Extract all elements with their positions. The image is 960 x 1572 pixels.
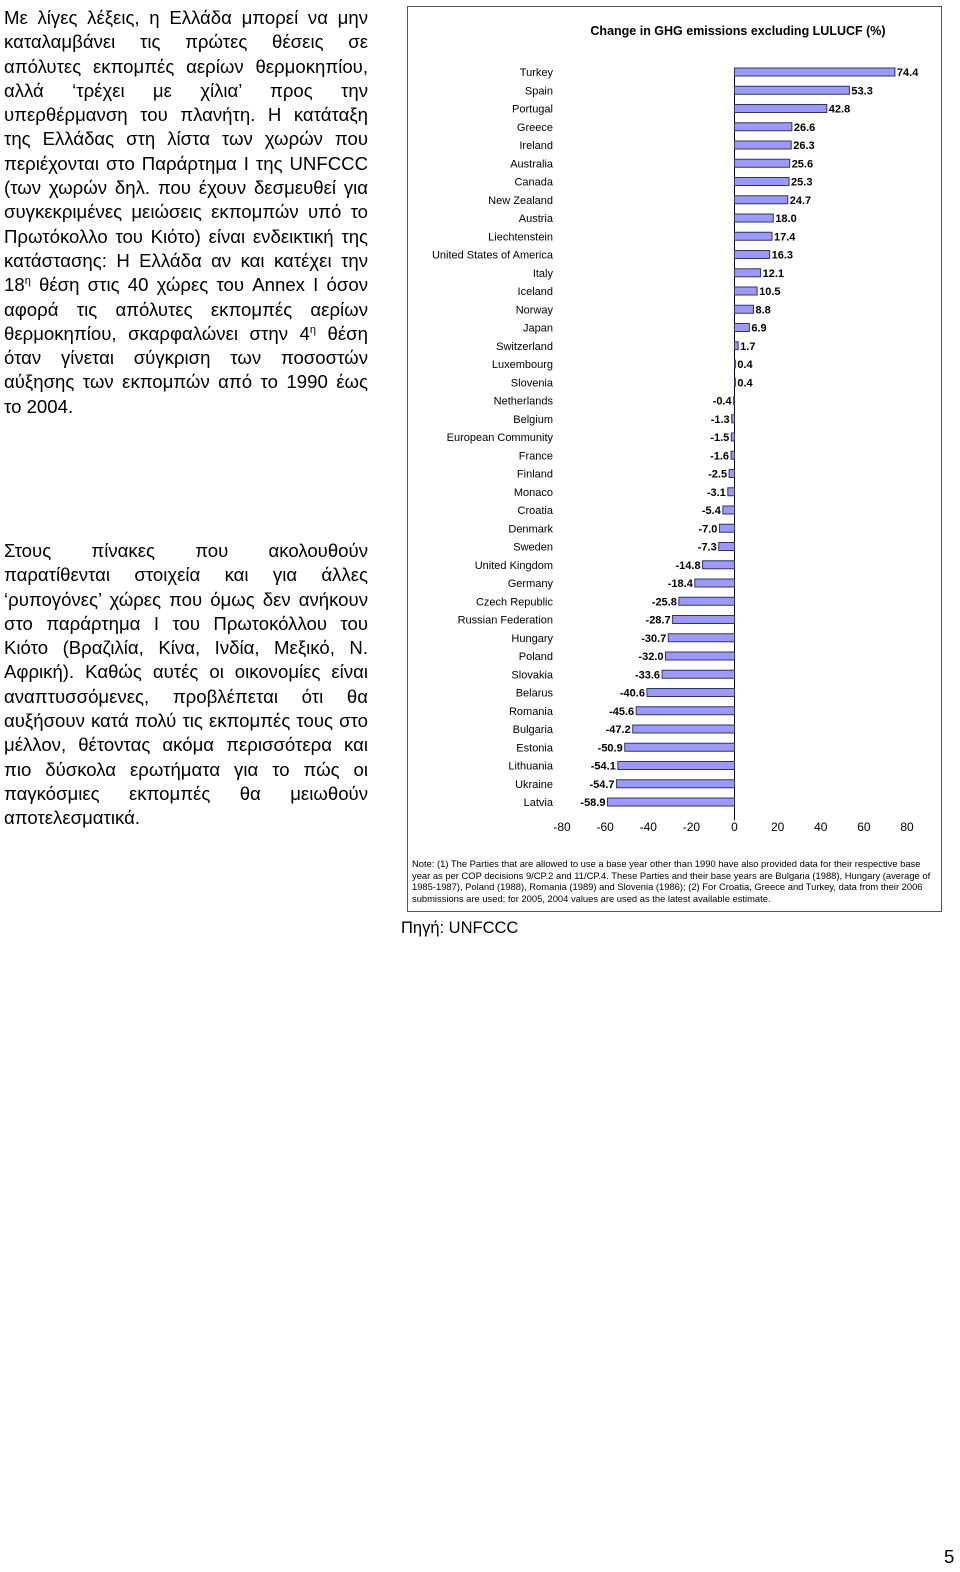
value-label: -58.9 <box>580 797 606 809</box>
bar <box>607 798 734 806</box>
country-label: Sweden <box>513 541 553 554</box>
bar <box>735 141 792 149</box>
country-label: Iceland <box>517 286 553 298</box>
bar <box>679 597 735 605</box>
bar <box>662 670 734 678</box>
page-number: 5 <box>944 1546 955 1567</box>
bar <box>647 689 735 697</box>
x-tick-label: 80 <box>900 820 914 834</box>
value-label: -47.2 <box>605 724 631 736</box>
bar <box>735 232 773 240</box>
country-label: Slovenia <box>510 377 553 390</box>
country-label: Denmark <box>508 523 553 536</box>
bar <box>735 159 790 167</box>
x-tick-label: -80 <box>553 820 571 834</box>
country-label: Estonia <box>516 742 553 755</box>
country-label: France <box>518 450 553 463</box>
x-tick-label: 0 <box>731 820 738 834</box>
country-label: Netherlands <box>493 395 553 408</box>
value-label: -14.8 <box>675 559 701 572</box>
value-label: -7.3 <box>697 541 717 554</box>
value-label: -32.0 <box>638 651 664 663</box>
bar <box>735 269 761 277</box>
paragraph1-text-b: θέση στις 40 χώρες του Annex I όσον αφορά τις απόλυτες εκπομπές αερίων θερμοκηπίου, σκαρφαλώνει στην 4 <box>4 274 368 344</box>
value-label: -54.1 <box>590 760 616 773</box>
bar <box>732 415 735 423</box>
country-label: Belgium <box>513 413 553 426</box>
bar <box>625 743 735 751</box>
country-label: Luxembourg <box>491 359 553 371</box>
value-label: -45.6 <box>609 705 635 718</box>
value-label: -50.9 <box>597 742 623 755</box>
value-label: -33.6 <box>634 669 661 682</box>
value-label: 25.6 <box>791 158 814 171</box>
country-label: Bulgaria <box>512 724 553 736</box>
bar <box>731 433 734 441</box>
value-label: -1.6 <box>710 450 730 463</box>
country-label: Italy <box>532 267 553 280</box>
bar <box>735 123 792 131</box>
country-label: Finland <box>516 468 553 481</box>
value-label: 53.3 <box>851 85 873 98</box>
value-label: -40.6 <box>619 687 645 700</box>
value-label: 42.8 <box>828 103 851 116</box>
country-label: Ukraine <box>515 778 553 791</box>
bar <box>729 470 734 478</box>
value-label: 8.8 <box>755 304 771 317</box>
country-label: Australia <box>510 158 553 171</box>
paragraph1-text-a: Με λίγες λέξεις, η Ελλάδα μπορεί να μην καταλαμβάνει τις πρώτες θέσεις σε απόλυτες εκπομπές αερίων θερμοκηπίου, αλλά ‘τρέχει με χίλια’ προς την υπερθέρμανση του πλανήτη. Η κατάταξη της Ελλάδας στη λίστα των χωρών που περιέχονται στο Παράρτημα Ι της UNFCCC (των χωρών δηλ. που έχουν δεσμευθεί για συγκεκριμένες μειώσεις εκπομπών υπό το Πρωτόκολλο του Κιότο) είναι ενδεικτική της κατάστασης: Η Ελλάδα αν και κατέχει την 18 <box>4 7 368 296</box>
bar <box>666 652 735 660</box>
country-label: Canada <box>514 176 553 189</box>
bar <box>735 324 750 332</box>
value-label: -18.4 <box>667 578 693 590</box>
paragraph-greece-ranking <box>4 6 368 419</box>
country-label: United Kingdom <box>474 559 553 572</box>
country-label: United States of America <box>431 249 553 262</box>
value-label: -7.0 <box>698 523 718 536</box>
value-label: -54.7 <box>589 778 615 791</box>
country-label: Latvia <box>523 797 553 809</box>
superscript-ordinal: η <box>309 323 316 336</box>
country-label: Switzerland <box>496 340 553 353</box>
country-label: Germany <box>507 578 553 590</box>
country-label: Slovakia <box>511 669 553 682</box>
value-label: 12.1 <box>762 267 785 280</box>
bar <box>633 725 735 733</box>
country-label: Croatia <box>517 505 553 517</box>
x-tick-label: 60 <box>857 820 871 834</box>
value-label: -2.5 <box>708 468 728 481</box>
value-label: 17.4 <box>774 231 796 244</box>
country-label: Austria <box>518 213 553 225</box>
value-label: -3.1 <box>706 486 726 499</box>
ghg-emissions-chart <box>407 6 942 912</box>
value-label: 1.7 <box>740 340 756 353</box>
country-label: Belarus <box>515 687 553 700</box>
chart-note: Note: (1) The Parties that are allowed to use a base year other than 1990 have also provided data for their respective base year as per COP decisions 9/CP.2 and 11/CP.4. These Parties and their base years are Bulgaria (1988), Hungary (average of 1985-1987), Poland (1988), Romania (1989) and Slovenia (1986); (2) For Croatia, Greece and Turkey, data from their 2006 submissions are used; for 2005, 2004 values are used as the latest available estimate. <box>412 858 931 904</box>
bar <box>735 378 736 386</box>
bar <box>719 524 734 532</box>
bar <box>668 634 734 642</box>
bar <box>735 105 827 113</box>
chart-title: Change in GHG emissions excluding LULUCF (%) <box>590 24 886 38</box>
bar <box>695 579 735 587</box>
country-label: European Community <box>446 432 553 444</box>
value-label: -1.5 <box>710 432 730 444</box>
country-label: Portugal <box>512 103 553 116</box>
country-label: Hungary <box>511 632 553 645</box>
bar <box>735 342 739 350</box>
value-label: -0.4 <box>712 395 732 408</box>
bar <box>703 561 735 569</box>
bar <box>735 178 790 186</box>
bar <box>735 251 770 259</box>
value-label: 10.5 <box>759 286 781 298</box>
country-label: Lithuania <box>508 760 553 773</box>
value-label: 26.3 <box>793 140 815 152</box>
value-label: 0.4 <box>737 377 753 390</box>
value-label: 25.3 <box>791 176 813 189</box>
bar <box>734 397 735 405</box>
value-label: 16.3 <box>771 249 794 262</box>
x-tick-label: -60 <box>596 820 614 834</box>
country-label: Ireland <box>519 140 553 152</box>
superscript-ordinal: η <box>24 275 31 288</box>
x-tick-label: 40 <box>814 820 828 834</box>
bar <box>618 762 735 770</box>
country-label: Norway <box>515 304 553 317</box>
bar <box>617 780 735 788</box>
paragraph-developing-economies: Στους πίνακες που ακολουθούν παρατίθενται στοιχεία και για άλλες ‘ρυπογόνες’ χώρες που όμως δεν ανήκουν στο παράρτημα Ι του Πρωτοκόλλου του Κιότο (Βραζιλία, Κίνα, Ινδία, Μεξικό, Ν. Αφρική). Καθώς αυτές οι οικονομίες είναι αναπτυσσόμενες, προβλέπεται ότι θα αυξήσουν κατά πολύ τις εκπομπές τους στο μέλλον, θέτοντας ακόμα περισσότερα και πιο δύσκολα ερωτήματα για το πώς οι παγκόσμιες εκπομπές θα μειωθούν αποτελεσματικά. <box>4 540 368 829</box>
bar <box>731 451 734 459</box>
value-label: 18.0 <box>775 213 797 225</box>
bar <box>636 707 734 715</box>
country-label: Liechtenstein <box>488 231 553 244</box>
country-label: Monaco <box>513 486 553 499</box>
bar <box>735 214 774 222</box>
bar <box>735 287 758 295</box>
value-label: 74.4 <box>896 67 919 79</box>
bar <box>723 506 735 514</box>
source-caption: Πηγή: UNFCCC <box>401 919 519 937</box>
x-tick-label: -20 <box>682 820 701 834</box>
value-label: 0.4 <box>737 359 753 371</box>
country-label: Romania <box>508 705 553 718</box>
country-label: New Zealand <box>488 194 553 207</box>
bar <box>735 86 850 94</box>
bar <box>719 543 735 551</box>
country-label: Greece <box>516 121 553 134</box>
country-label: Turkey <box>519 67 553 79</box>
value-label: 26.6 <box>793 121 816 134</box>
value-label: -5.4 <box>701 505 721 517</box>
country-label: Japan <box>523 322 553 335</box>
value-label: -30.7 <box>641 632 667 645</box>
bar <box>728 488 735 496</box>
country-label: Russian Federation <box>457 614 553 627</box>
country-label: Czech Republic <box>475 596 553 609</box>
bar <box>735 360 736 368</box>
bar <box>673 616 735 624</box>
country-label: Spain <box>524 85 553 98</box>
value-label: 6.9 <box>751 322 767 335</box>
chart-svg <box>408 7 941 911</box>
value-label: -25.8 <box>651 596 677 609</box>
x-tick-label: 20 <box>770 820 785 834</box>
bar <box>735 305 754 313</box>
bar <box>735 68 895 76</box>
paragraph1-text-c: θέση όταν γίνεται σύγκριση των ποσοστών αύξησης των εκπομπών από το 1990 έως το 2004. <box>4 322 368 417</box>
x-tick-label: -40 <box>639 820 657 834</box>
value-label: -1.3 <box>710 413 730 426</box>
country-label: Poland <box>518 651 553 663</box>
value-label: 24.7 <box>789 194 812 207</box>
value-label: -28.7 <box>645 614 671 627</box>
bar <box>735 196 788 204</box>
